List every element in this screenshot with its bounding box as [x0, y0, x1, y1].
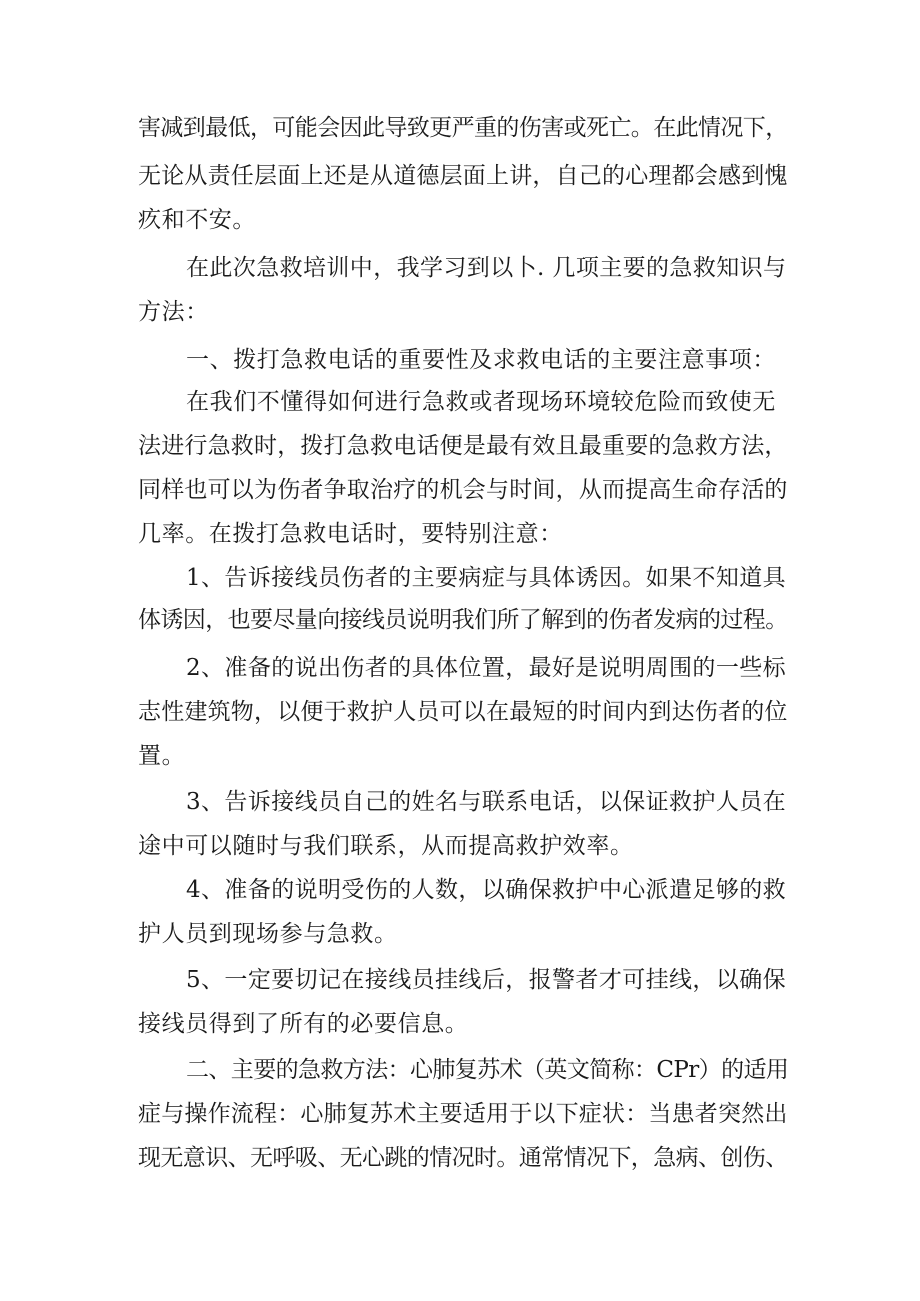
text-line: 置。 [138, 743, 186, 769]
text-line: 几率。在拨打急救电话时，要特别注意： [138, 521, 563, 547]
list-item: 2、准备的说出伤者的具体位置，最好是说明周围的一些标 [186, 655, 787, 681]
text-line: 无论从责任层面上还是从道德层面上讲，自己的心理都会感到愧 [138, 163, 788, 189]
text-line: 现无意识、无呼吸、无心跳的情况时。通常情况下，急病、创伤、 [138, 1145, 788, 1171]
text-line: 同样也可以为伤者争取治疗的机会与时间，从而提高生命存活的 [138, 477, 788, 503]
text-line: 志性建筑物，以便于救护人员可以在最短的时间内到达伤者的位 [138, 699, 788, 725]
text-line: 法进行急救时，拨打急救电话便是最有效且最重要的急救方法， [138, 433, 788, 459]
text-line: 接线员得到了所有的必要信息。 [138, 1011, 469, 1037]
text-line: 疚和不安。 [138, 207, 256, 233]
list-item: 5、一定要切记在接线员挂线后，报警者才可挂线，以确保 [186, 967, 787, 993]
text-line: 护人员到现场参与急救。 [138, 921, 398, 947]
list-item: 4、准备的说明受伤的人数，以确保救护中心派遣足够的救 [186, 877, 787, 903]
text-line: 在此次急救培训中，我学习到以卜. 几项主要的急救知识与 [186, 255, 787, 281]
text-line: 体诱因，也要尽量向接线员说明我们所了解到的伤者发病的过程。 [138, 607, 788, 633]
text-line: 症与操作流程：心肺复苏术主要适用于以下症状：当患者突然出 [138, 1101, 788, 1127]
text-line: 在我们不懂得如何进行急救或者现场环境较危险而致使无 [186, 389, 776, 415]
list-item: 1、告诉接线员伤者的主要病症与具体诱因。如果不知道具 [186, 565, 787, 591]
section-heading: 一、拨打急救电话的重要性及求救电话的主要注意事项： [186, 347, 776, 373]
text-line: 害减到最低，可能会因此导致更严重的伤害或死亡。在此情况下， [138, 115, 788, 141]
text-line: 方法： [138, 299, 209, 325]
text-line: 途中可以随时与我们联系，从而提高救护效率。 [138, 833, 634, 859]
section-heading: 二、主要的急救方法：心肺复苏术（英文简称：CPr）的适用 [186, 1057, 789, 1083]
list-item: 3、告诉接线员自己的姓名与联系电话，以保证救护人员在 [186, 789, 787, 815]
